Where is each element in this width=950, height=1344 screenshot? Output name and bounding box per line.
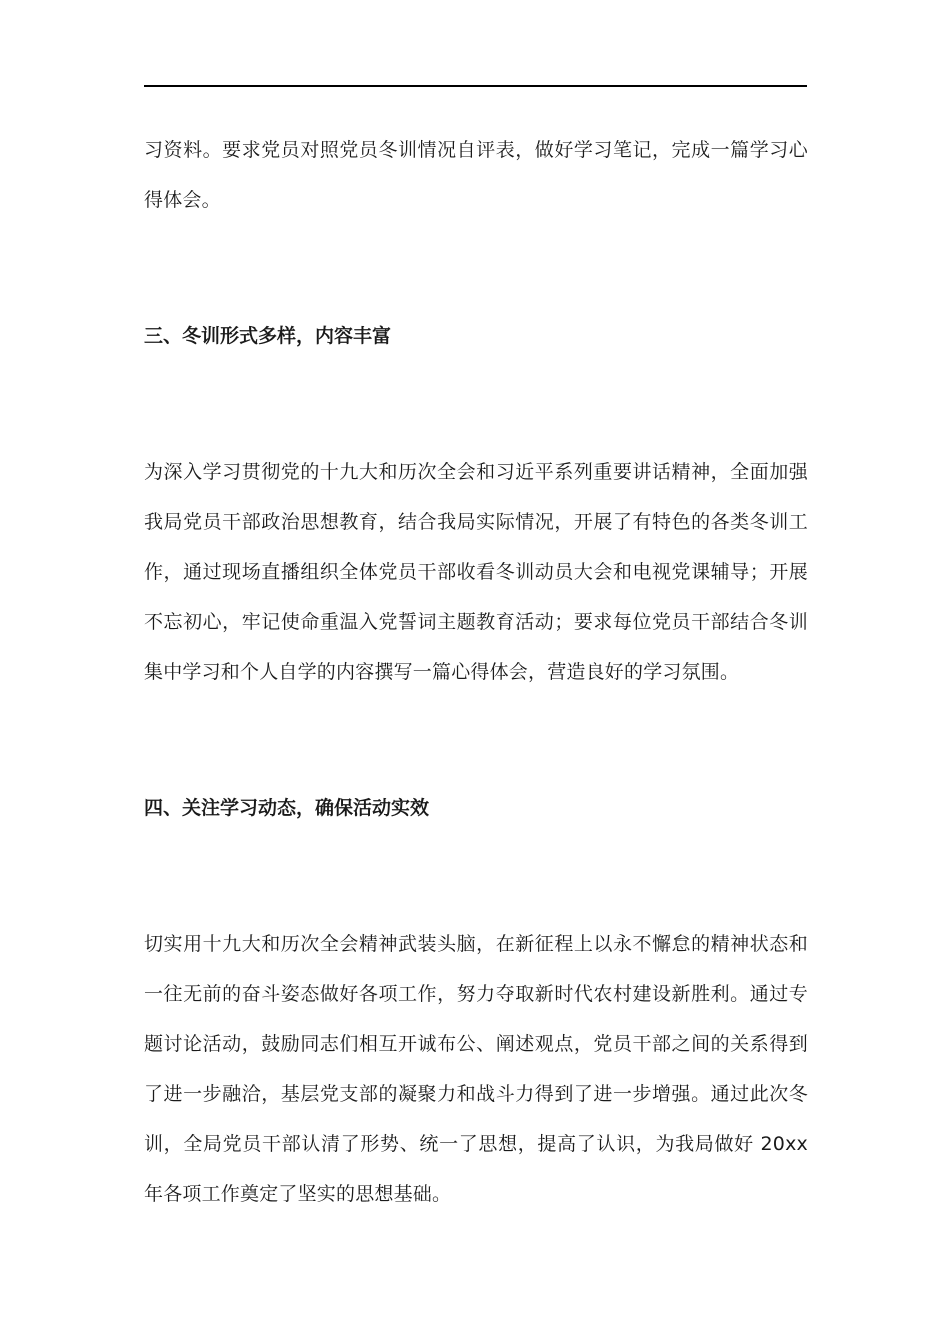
header-rule (144, 85, 807, 87)
continuation-paragraph: 习资料。要求党员对照党员冬训情况自评表，做好学习笔记，完成一篇学习心得体会。 (144, 139, 808, 211)
section-3-heading: 三、冬训形式多样，内容丰富 (144, 325, 392, 347)
section-4-body: 切实用十九大和历次全会精神武装头脑，在新征程上以永不懈怠的精神状态和一往无前的奋斗姿态做好各项工作，努力夺取新时代农村建设新胜利。通过专题讨论活动，鼓励同志们相互开诚布公、阐述观点，党员干部之间的关系得到了进一步融洽，基层党支部的凝聚力和战斗力得到了进一步增强。通过此次冬训，全局党员干部认清了形势、统一了思想，提高了认识，为我局做好 20xx 年各项工作奠定了坚实的思想基础。 (144, 933, 808, 1205)
section-4-heading: 四、关注学习动态，确保活动实效 (144, 797, 430, 819)
section-3-body: 为深入学习贯彻党的十九大和历次全会和习近平系列重要讲话精神，全面加强我局党员干部政治思想教育，结合我局实际情况，开展了有特色的各类冬训工作，通过现场直播组织全体党员干部收看冬训动员大会和电视党课辅导；开展不忘初心，牢记使命重温入党誓词主题教育活动；要求每位党员干部结合冬训集中学习和个人自学的内容撰写一篇心得体会，营造良好的学习氛围。 (144, 461, 808, 683)
document-page (144, 0, 808, 1344)
